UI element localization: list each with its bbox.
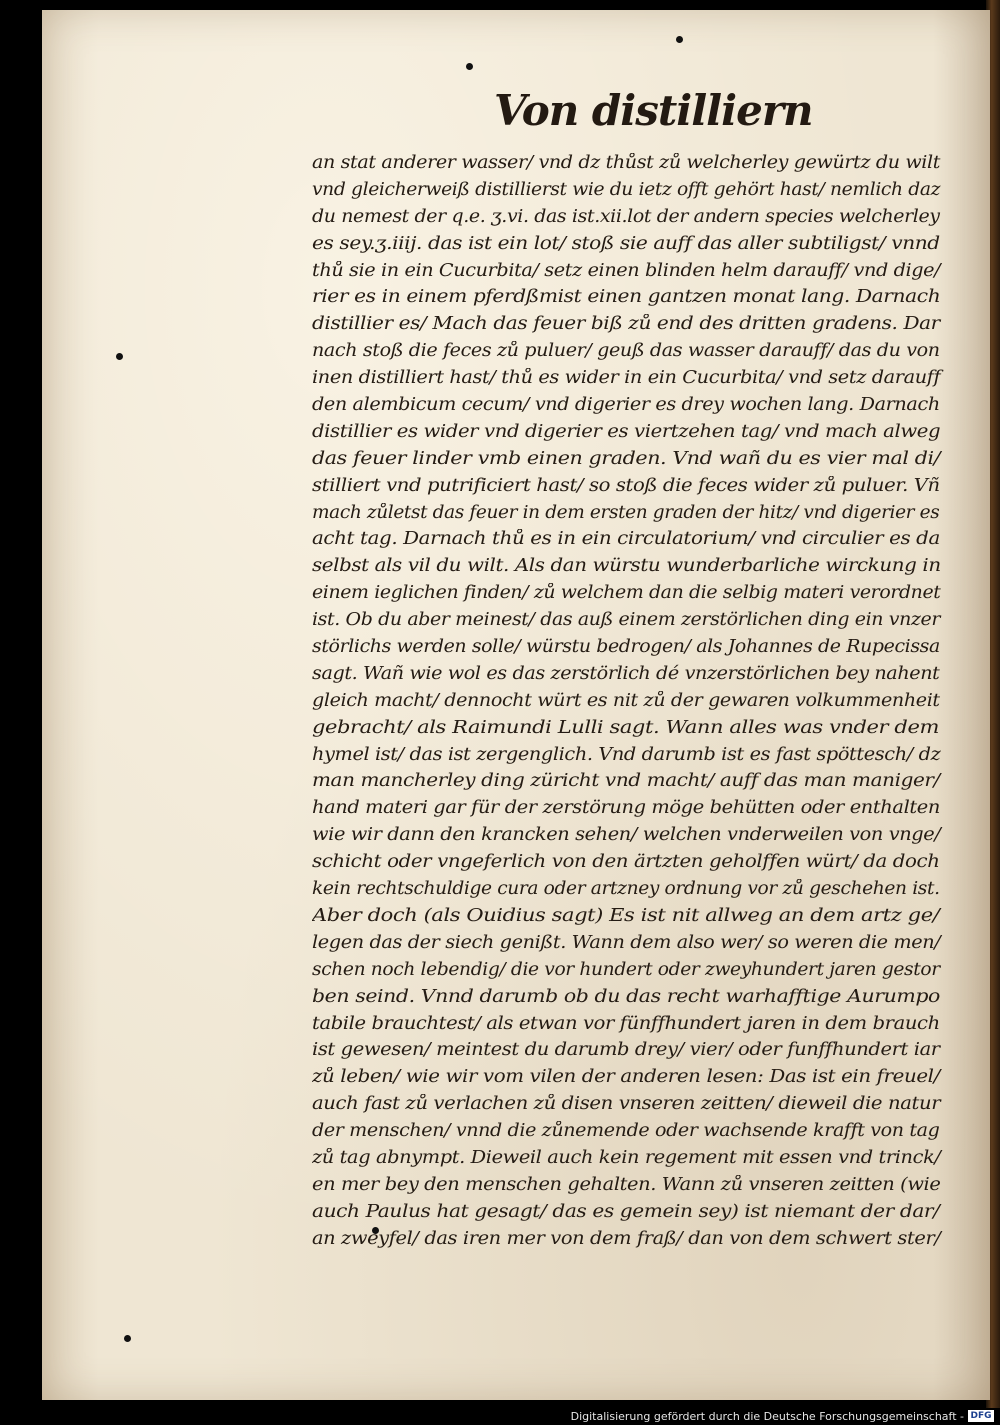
punch-hole	[466, 63, 473, 70]
text-line: zů leben/ wie wir vom vilen der anderen lesen: Das ist ein freuel/	[312, 1067, 940, 1088]
text-line: sagt. Wañ wie wol es das zerstörlich dé vnzerstörlichen bey nahent	[312, 663, 940, 684]
text-line: ist. Ob du aber meinest/ das auß einem zerstörlichen ding ein vnzer	[312, 610, 941, 631]
text-line: an zweyfel/ das iren mer von dem fraß/ dan von dem schwert ster/	[312, 1228, 941, 1249]
text-line: gebracht/ als Raimundi Lulli sagt. Wann alles was vnder dem	[312, 717, 939, 738]
text-line: ben seind. Vnnd darumb ob du das recht warhafftige Aurumpo	[312, 986, 940, 1007]
text-line: einem ieglichen finden/ zů welchem dan die selbig materi verordnet	[312, 583, 941, 604]
text-line: gleich macht/ dennocht würt es nit zů der gewaren volkummenheit	[312, 690, 940, 711]
text-line: kein rechtschuldige cura oder artzney ordnung vor zů geschehen ist.	[312, 879, 940, 900]
text-line: es sey.ʒ.iiij. das ist ein lot/ stoß sie auff das aller subtiligst/ vnnd	[312, 233, 940, 254]
body-text	[312, 150, 942, 1253]
text-line: das feuer linder vmb einen graden. Vnd wañ du es vier mal di/	[312, 448, 941, 469]
text-line: distillier es wider vnd digerier es viertzehen tag/ vnd mach alweg	[312, 421, 941, 442]
text-line: ist gewesen/ meintest du darumb drey/ vier/ oder funffhundert iar	[312, 1040, 940, 1061]
text-line: mach zůletst das feuer in dem ersten graden der hitz/ vnd digerier es	[312, 502, 940, 523]
text-line: den alembicum cecum/ vnd digerier es drey wochen lang. Darnach	[312, 395, 940, 416]
text-line: man mancherley ding züricht vnd macht/ auff das man maniger/	[312, 771, 940, 792]
text-line: selbst als vil du wilt. Als dan würstu wunderbarliche wirckung in	[312, 556, 941, 577]
funding-credit: Digitalisierung gefördert durch die Deutsche Forschungsgemeinschaft -	[570, 1410, 964, 1423]
text-line: stilliert vnd putrificiert hast/ so stoß die feces wider zů puluer. Vñ	[312, 475, 940, 496]
text-line: en mer bey den menschen gehalten. Wann zů vnseren zeitten (wie	[312, 1174, 941, 1195]
page-heading: Von distilliern	[494, 86, 813, 135]
text-line: tabile brauchtest/ als etwan vor fünffhundert jaren in dem brauch	[312, 1013, 940, 1034]
text-line: an stat anderer wasser/ vnd dz thůst zů welcherley gewürtz du wilt	[312, 153, 941, 173]
text-line: distillier es/ Mach das feuer biß zů end des dritten gradens. Dar	[312, 314, 940, 335]
text-line: hand materi gar für der zerstörung möge behütten oder enthalten	[312, 798, 940, 819]
text-line: acht tag. Darnach thů es in ein circulatorium/ vnd circulier es da	[312, 529, 940, 550]
text-line: auch fast zů verlachen zů disen vnseren zeitten/ dieweil die natur	[312, 1094, 941, 1115]
text-line: wie wir dann den krancken sehen/ welchen vnderweilen von vnge/	[312, 825, 941, 846]
punch-hole	[124, 1335, 131, 1342]
text-line: der menschen/ vnnd die zůnemende oder wachsende krafft von tag	[312, 1121, 940, 1142]
text-line: hymel ist/ das ist zergenglich. Vnd darumb ist es fast spöttesch/ dz	[312, 744, 941, 765]
text-line: schen noch lebendig/ die vor hundert oder zweyhundert jaren gestor	[312, 959, 940, 980]
text-line: nach stoß die feces zů puluer/ geuß das wasser darauff/ das du von	[312, 341, 940, 362]
text-line: du nemest der q.e. ʒ.vi. das ist.xii.lot der andern species welcherley	[312, 206, 940, 227]
text-line: schicht oder vngeferlich von den ärtzten geholffen würt/ da doch	[312, 852, 940, 873]
text-line: thů sie in ein Cucurbita/ setz einen blinden helm darauff/ vnd dige/	[312, 260, 941, 281]
punch-hole	[116, 353, 123, 360]
punch-hole	[676, 36, 683, 43]
text-line: Aber doch (als Ouidius sagt) Es ist nit allweg an dem artz ge/	[312, 905, 940, 926]
text-line: legen das der siech genißt. Wann dem also wer/ so weren die men/	[312, 932, 941, 953]
text-line: inen distilliert hast/ thů es wider in ein Cucurbita/ vnd setz darauff	[312, 368, 941, 389]
dfg-logo: DFG	[968, 1410, 994, 1422]
text-line: auch Paulus hat gesagt/ das es gemein sey) ist niemant der dar/	[312, 1201, 940, 1222]
text-line: rier es in einem pferdßmist einen gantzen monat lang. Darnach	[312, 287, 941, 308]
text-line: zů tag abnympt. Dieweil auch kein regement mit essen vnd trinck/	[312, 1147, 941, 1168]
text-line: vnd gleicherweiß distillierst wie du ietz offt gehört hast/ nemlich daz	[312, 179, 941, 200]
text-line: störlichs werden solle/ würstu bedrogen/ als Johannes de Rupecissa	[312, 637, 940, 658]
